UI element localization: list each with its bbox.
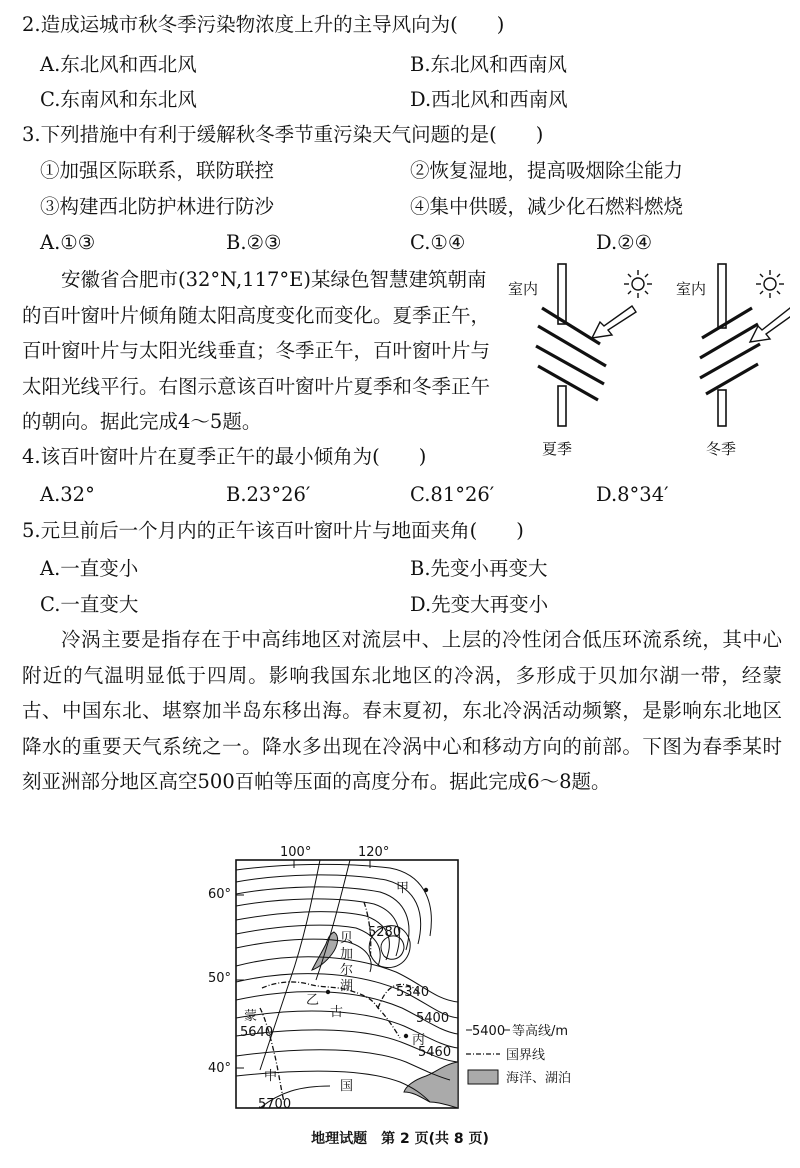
contour-5340: 5340: [396, 985, 430, 1000]
material-vortex: 冷涡主要是指存在于中高纬地区对流层中、上层的冷性闭合低压环流系统，其中心附近的气温明显低于四周。影响我国东北地区的冷涡，多形成于贝加尔湖一带，经蒙古、中国东北、堪察加半岛东移出海。春末夏初，东北冷涡活动频繁，是影响东北地区降水的重要天气系统之一。降水多出现在冷涡中心和移动方向的前部。下图为春季某时刻亚洲部分地区高空500百帕等压面的高度分布。据此完成6～8题。: [22, 628, 782, 794]
sun-icon: [624, 270, 652, 298]
summer-window-bottom: [558, 386, 566, 426]
label-china-zhong: 中: [264, 1069, 278, 1084]
legend-contour-text: 等高线/m: [512, 1024, 569, 1039]
contour-5280: 5280: [368, 925, 402, 940]
summer-sunlight-arrow: [592, 306, 636, 338]
contour-5400: 5400: [416, 1011, 450, 1026]
point-jia: [424, 888, 428, 892]
label-bing: 丙: [412, 1033, 426, 1048]
q3-item-2: ②恢复湿地，提高吸烟除尘能力: [410, 159, 684, 182]
q5-option-a: A.一直变小: [40, 557, 139, 580]
q2-option-c: C.东南风和东北风: [40, 88, 197, 111]
q3-option-a: A.①③: [40, 231, 96, 254]
q5-option-c: C.一直变大: [40, 593, 139, 616]
q3-item-3: ③构建西北防护林进行防沙: [40, 195, 275, 218]
summer-label: 夏季: [542, 440, 573, 458]
label-gu: 古: [330, 1005, 344, 1020]
baikal-char-1: 贝: [340, 931, 354, 946]
q5-stem: 5.元旦前后一个月内的正午该百叶窗叶片与地面夹角( ): [22, 519, 524, 542]
blinds-figure: [500, 258, 790, 466]
q3-option-b: B.②③: [226, 231, 282, 254]
indoor-label-right: 室内: [676, 280, 707, 298]
q3-item-4: ④集中供暖，减少化石燃料燃烧: [410, 195, 684, 218]
q2-stem: 2.造成运城市秋冬季污染物浓度上升的主导风向为( ): [22, 13, 505, 36]
map-legend: [466, 1023, 571, 1086]
legend-border-text: 国界线: [506, 1048, 546, 1063]
lon-label-100: 100°: [280, 845, 312, 860]
baikal-char-3: 尔: [340, 963, 354, 978]
winter-window-top: [718, 264, 726, 328]
legend-water-swatch: [468, 1070, 498, 1084]
baikal-char-2: 加: [340, 947, 354, 962]
legend-water-text: 海洋、湖泊: [506, 1071, 572, 1086]
label-yi: 乙: [306, 993, 320, 1008]
summer-window-top: [558, 264, 566, 324]
q3-option-c: C.①④: [410, 231, 466, 254]
contour-5460: 5460: [418, 1045, 452, 1060]
q3-option-d: D.②④: [596, 231, 653, 254]
lat-label-50: 50°: [208, 971, 232, 986]
contour-5640: 5640: [240, 1025, 274, 1040]
lat-label-60: 60°: [208, 887, 232, 902]
q3-item-1: ①加强区际联系，联防联控: [40, 159, 275, 182]
page-footer: 地理试题 第 2 页(共 8 页): [311, 1131, 489, 1147]
baikal-char-4: 湖: [340, 979, 354, 994]
label-mongolia: 蒙: [244, 1009, 258, 1024]
contour-map: [200, 840, 620, 1120]
q4-option-d: D.8°34′: [596, 483, 669, 506]
winter-slat: [700, 324, 758, 358]
lon-label-120: 120°: [358, 845, 390, 860]
q4-option-b: B.23°26′: [226, 483, 311, 506]
q2-option-a: A.东北风和西北风: [40, 53, 197, 76]
summer-slat: [538, 366, 598, 400]
summer-slat: [536, 346, 604, 384]
q3-stem: 3.下列措施中有利于缓解秋冬季节重污染天气问题的是( ): [22, 123, 544, 146]
q4-stem: 4.该百叶窗叶片在夏季正午的最小倾角为( ): [22, 445, 427, 468]
contour-5700: 5700: [258, 1097, 292, 1112]
q2-option-b: B.东北风和西南风: [410, 53, 568, 76]
q2-option-d: D.西北风和西南风: [410, 88, 568, 111]
winter-label: 冬季: [706, 440, 737, 458]
indoor-label-left: 室内: [508, 280, 539, 298]
q5-option-d: D.先变大再变小: [410, 593, 549, 616]
q4-option-c: C.81°26′: [410, 483, 495, 506]
material-blinds: 安徽省合肥市(32°N,117°E)某绿色智慧建筑朝南的百叶窗叶片倾角随太阳高度变化而变化。夏季正午，百叶窗叶片与太阳光线垂直；冬季正午，百叶窗叶片与太阳光线平行。右图示意该百叶窗叶片夏季和冬季正午的朝向。据此完成4～5题。: [22, 268, 491, 434]
point-bing: [404, 1034, 408, 1038]
legend-contour-value: 5400: [472, 1024, 506, 1039]
winter-slat: [700, 344, 760, 378]
lat-label-40: 40°: [208, 1061, 232, 1076]
point-yi: [326, 990, 330, 994]
q5-option-b: B.先变小再变大: [410, 557, 548, 580]
winter-window-bottom: [718, 390, 726, 426]
sun-icon: [756, 270, 784, 298]
label-jia: 甲: [396, 881, 410, 896]
q4-option-a: A.32°: [40, 483, 95, 506]
label-china-guo: 国: [340, 1079, 354, 1094]
